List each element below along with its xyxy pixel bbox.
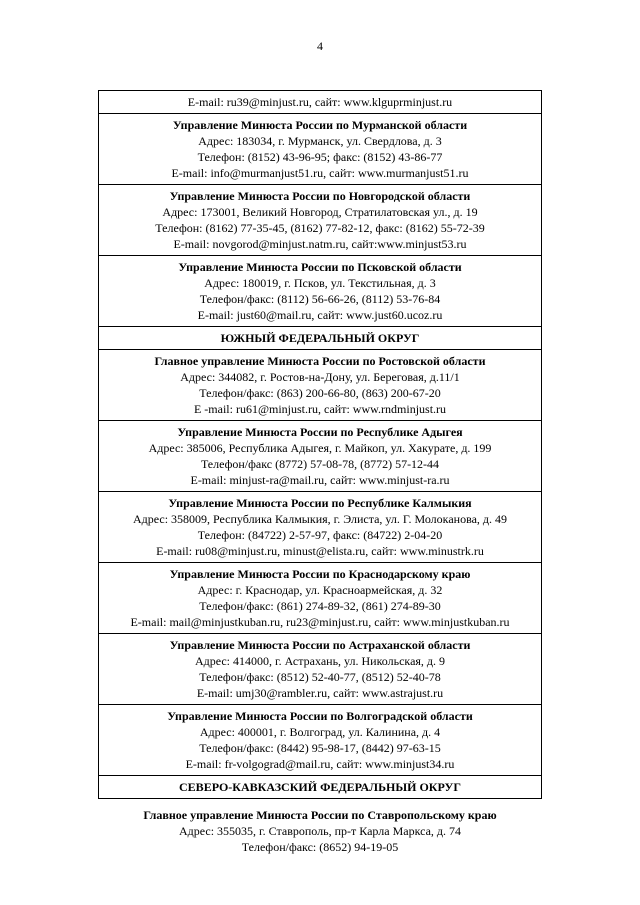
office-title: Управление Минюста России по Новгородской области xyxy=(169,189,471,203)
office-detail: E -mail: ru61@minjust.ru, сайт: www.rndminjust.ru xyxy=(193,402,447,416)
office-detail: Телефон/факс (8772) 57-08-78, (8772) 57-12-44 xyxy=(200,457,440,471)
office-detail: Адрес: 355035, г. Ставрополь, пр-т Карла Маркса, д. 74 xyxy=(179,824,461,838)
office-title: Управление Минюста России по Мурманской области xyxy=(172,118,468,132)
office-title: Управление Минюста России по Псковской области xyxy=(178,260,462,274)
office-detail: Телефон/факс: (863) 200-66-80, (863) 200-67-20 xyxy=(199,386,441,400)
office-detail: E-mail: ru39@minjust.ru, сайт: www.klguprminjust.ru xyxy=(187,95,453,109)
office-detail: Телефон/факс: (8112) 56-66-26, (8112) 53-76-84 xyxy=(199,292,441,306)
office-detail: Адрес: 400001, г. Волгоград, ул. Калинина, д. 4 xyxy=(199,725,441,739)
office-detail: Адрес: 183034, г. Мурманск, ул. Свердлова, д. 3 xyxy=(198,134,442,148)
office-title: Управление Минюста России по Республике Калмыкия xyxy=(168,496,472,510)
office-detail: E-mail: novgorod@minjust.natm.ru, сайт:www.minjust53.ru xyxy=(173,237,467,251)
offices-table xyxy=(98,90,542,799)
section-header-row xyxy=(99,327,541,350)
overflow-entry xyxy=(98,807,542,855)
office-detail: E-mail: info@murmanjust51.ru, сайт: www.murmanjust51.ru xyxy=(171,166,469,180)
office-row xyxy=(99,492,541,563)
office-detail: Телефон/факс: (8442) 95-98-17, (8442) 97-63-15 xyxy=(199,741,441,755)
office-detail: E-mail: ru08@minjust.ru, minust@elista.ru, сайт: www.minustrk.ru xyxy=(156,544,484,558)
section-header-row xyxy=(99,776,541,799)
office-detail: Телефон: (8152) 43-96-95; факс: (8152) 43-86-77 xyxy=(197,150,443,164)
section-title: ЮЖНЫЙ ФЕДЕРАЛЬНЫЙ ОКРУГ xyxy=(220,331,420,345)
office-row xyxy=(99,563,541,634)
office-detail: Адрес: 414000, г. Астрахань, ул. Никольская, д. 9 xyxy=(194,654,446,668)
office-detail: Адрес: 180019, г. Псков, ул. Текстильная, д. 3 xyxy=(204,276,436,290)
office-row xyxy=(99,634,541,705)
office-detail: E-mail: just60@mail.ru, сайт: www.just60.ucoz.ru xyxy=(197,308,443,322)
office-detail: Телефон: (8162) 77-35-45, (8162) 77-82-12, факс: (8162) 55-72-39 xyxy=(155,221,485,235)
office-row xyxy=(99,350,541,421)
office-row xyxy=(99,256,541,327)
office-title: Управление Минюста России по Республике Адыгея xyxy=(177,425,463,439)
office-row xyxy=(99,91,541,114)
office-detail: Телефон/факс: (861) 274-89-32, (861) 274-89-30 xyxy=(199,599,441,613)
office-detail: Телефон: (84722) 2-57-97, факс: (84722) 2-04-20 xyxy=(197,528,443,542)
office-detail: Телефон/факс: (8652) 94-19-05 xyxy=(241,840,399,854)
section-title: СЕВЕРО-КАВКАЗСКИЙ ФЕДЕРАЛЬНЫЙ ОКРУГ xyxy=(179,780,461,794)
office-detail: E-mail: umj30@rambler.ru, сайт: www.astrajust.ru xyxy=(196,686,444,700)
office-row xyxy=(99,114,541,185)
office-detail: Адрес: 344082, г. Ростов-на-Дону, ул. Береговая, д.11/1 xyxy=(180,370,460,384)
office-title: Управление Минюста России по Краснодарскому краю xyxy=(169,567,471,581)
office-detail: Телефон/факс: (8512) 52-40-77, (8512) 52-40-78 xyxy=(199,670,441,684)
office-detail: E-mail: minjust-ra@mail.ru, сайт: www.minjust-ra.ru xyxy=(190,473,450,487)
office-title: Главное управление Минюста России по Ростовской области xyxy=(154,354,486,368)
office-title: Главное управление Минюста России по Ставропольскому краю xyxy=(143,808,497,822)
office-title: Управление Минюста России по Волгоградской области xyxy=(167,709,473,723)
office-detail: E-mail: fr-volgograd@mail.ru, сайт: www.minjust34.ru xyxy=(185,757,455,771)
office-row xyxy=(99,421,541,492)
office-row xyxy=(99,705,541,776)
office-detail: E-mail: mail@minjustkuban.ru, ru23@minjust.ru, сайт: www.minjustkuban.ru xyxy=(130,615,510,629)
page-number: 4 xyxy=(317,39,323,53)
office-title: Управление Минюста России по Астраханской области xyxy=(169,638,471,652)
office-detail: Адрес: 173001, Великий Новгород, Стратилатовская ул., д. 19 xyxy=(162,205,478,219)
office-detail: Адрес: 385006, Республика Адыгея, г. Майкоп, ул. Хакурате, д. 199 xyxy=(148,441,492,455)
office-detail: Адрес: 358009, Республика Калмыкия, г. Элиста, ул. Г. Молоканова, д. 49 xyxy=(132,512,508,526)
office-details xyxy=(98,823,542,855)
office-row xyxy=(99,185,541,256)
office-detail: Адрес: г. Краснодар, ул. Красноармейская, д. 32 xyxy=(197,583,443,597)
